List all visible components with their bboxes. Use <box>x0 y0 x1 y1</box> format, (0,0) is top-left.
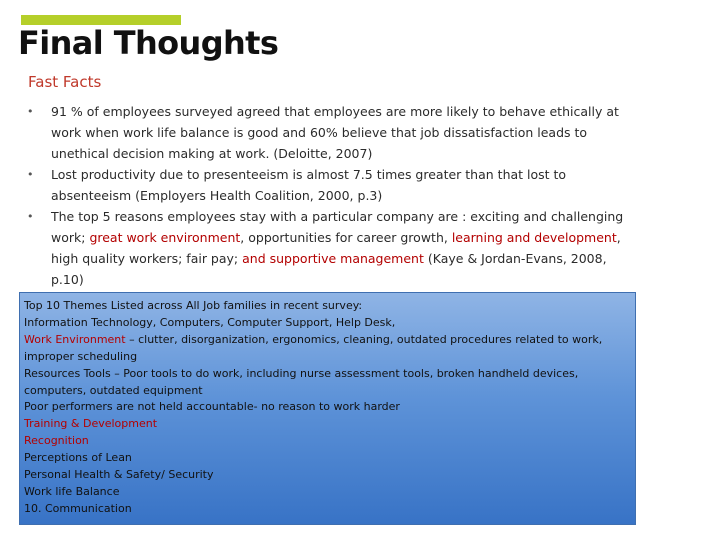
theme-text: Poor performers are not held accountable- no reason to work harder <box>24 400 400 414</box>
theme-item <box>24 484 631 501</box>
theme-highlight-text: Work Environment <box>24 332 126 346</box>
fast-fact-item <box>24 101 636 164</box>
themes-box <box>19 292 636 525</box>
fact-text: , high quality workers; fair pay; <box>51 230 621 266</box>
slide-title: Final Thoughts <box>18 24 279 62</box>
theme-item <box>24 450 631 467</box>
fast-fact-item <box>24 164 636 206</box>
theme-item <box>24 467 631 484</box>
theme-item <box>24 332 631 366</box>
theme-item <box>24 416 631 433</box>
theme-text: Perceptions of Lean <box>24 451 132 465</box>
fact-text: Lost productivity due to presenteeism is almost 7.5 times greater than that lost to absenteeism (Employers Health Coalition, 2000, p.3) <box>51 167 567 203</box>
themes-heading: Top 10 Themes Listed across All Job families in recent survey: <box>24 299 363 312</box>
bullet-dot-icon: • <box>27 105 34 118</box>
theme-item <box>24 433 631 450</box>
fast-fact-item <box>24 206 636 290</box>
highlighted-text: and supportive management <box>242 251 424 266</box>
highlighted-text: learning and development <box>451 230 617 245</box>
theme-text: 10. Communication <box>24 501 132 515</box>
fast-facts-list <box>24 101 636 290</box>
theme-item <box>24 315 631 332</box>
theme-text: Information Technology, Computers, Computer Support, Help Desk, <box>24 315 396 329</box>
theme-text: Work life Balance <box>24 484 120 498</box>
theme-item <box>24 501 631 518</box>
fact-text: (Kaye & Jordan-Evans, 2008, p.10) <box>51 251 607 287</box>
fact-text: The top 5 reasons employees stay with a particular company are : exciting and challenging work; <box>51 209 624 245</box>
theme-highlight-text: Recognition <box>24 434 89 448</box>
highlighted-text: great work environment <box>89 230 241 245</box>
theme-item <box>24 399 631 416</box>
slide-subtitle: Fast Facts <box>28 73 102 91</box>
theme-text: Personal Health & Safety/ Security <box>24 468 214 482</box>
theme-item <box>24 366 631 400</box>
theme-text: Resources Tools – Poor tools to do work, including nurse assessment tools, broken handheld devices, computers, outdated equipment <box>24 366 579 397</box>
bullet-dot-icon: • <box>27 210 34 223</box>
theme-text: – clutter, disorganization, ergonomics, cleaning, outdated procedures related to work, improper scheduling <box>24 332 603 363</box>
fact-text: 91 % of employees surveyed agreed that employees are more likely to behave ethically at work when work life balance is good and 60% believe that job dissatisfaction leads to unethical decision making at work. (Deloitte, 2007) <box>51 104 619 161</box>
theme-highlight-text: Training & Development <box>24 417 158 431</box>
bullet-dot-icon: • <box>27 168 34 181</box>
fact-text: , opportunities for career growth, <box>240 230 452 245</box>
